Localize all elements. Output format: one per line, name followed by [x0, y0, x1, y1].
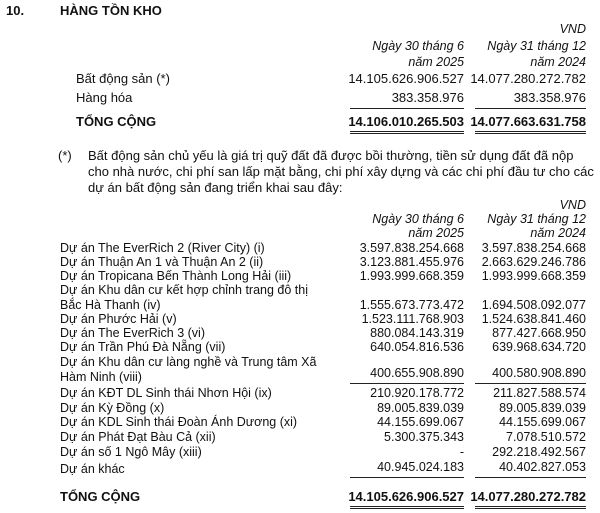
project-label: Dự án KĐT DL Sinh thái Nhơn Hội (ix)	[60, 386, 272, 400]
project-label-cont: Bắc Hà Thanh (iv)	[60, 298, 161, 312]
project-label: Dự án Tropicana Bến Thành Long Hải (iii)	[60, 269, 292, 283]
subtotal-rule-col2	[475, 383, 586, 384]
project-label: Dự án Trần Phú Đà Nẵng (vii)	[60, 340, 226, 354]
row-value-col1: 14.105.626.906.527	[348, 71, 464, 86]
section-title: HÀNG TỒN KHO	[60, 3, 162, 18]
subtotal-rule-col1	[350, 477, 464, 478]
project-value-col2: 44.155.699.067	[499, 415, 586, 429]
subtotal-rule-col2	[475, 477, 586, 478]
project-label-cont: Hàm Ninh (viii)	[60, 370, 142, 384]
project-total-col1: 14.105.626.906.527	[348, 489, 464, 504]
row-value-col2: 14.077.280.272.782	[470, 71, 586, 86]
project-value-col2: 1.524.638.841.460	[481, 312, 586, 326]
currency-label-2: VND	[559, 198, 586, 212]
row-label: Hàng hóa	[76, 90, 133, 105]
project-label: Dự án KDL Sinh thái Đoàn Ánh Dương (xi)	[60, 415, 298, 429]
project-label: Dự án Phát Đạt Bàu Cả (xii)	[60, 430, 216, 444]
project-value-col2: 3.597.838.254.668	[481, 241, 586, 255]
col2-header-line1: Ngày 31 tháng 12	[487, 39, 586, 53]
project-value-col1: 44.155.699.067	[377, 415, 464, 429]
project-value-col1: 3.123.881.455.976	[359, 255, 464, 269]
project-value-col1: 210.920.178.772	[370, 386, 464, 400]
note-line: dự án bất động sản đang triển khai sau đây:	[88, 180, 343, 195]
project-value-col1: 1.993.999.668.359	[359, 269, 464, 283]
subtotal-rule-col1	[350, 108, 464, 109]
col2-header-line2: năm 2024	[530, 55, 586, 69]
col2-header-line2: năm 2024	[530, 226, 586, 240]
currency-label: VND	[559, 22, 586, 36]
project-value-col2: 1.694.508.092.077	[481, 298, 586, 312]
total-value-col2: 14.077.663.631.758	[470, 114, 586, 129]
project-value-col1: 400.655.908.890	[370, 366, 464, 380]
project-value-col2: 89.005.839.039	[499, 401, 586, 415]
project-label: Dự án Khu dân cư kết hợp chỉnh trang đô thị	[60, 283, 308, 297]
project-value-col1: 89.005.839.039	[377, 401, 464, 415]
project-total-label: TỔNG CỘNG	[60, 489, 141, 504]
project-value-col1: 3.597.838.254.668	[359, 241, 464, 255]
project-label: Dự án The EverRich 2 (River City) (i)	[60, 241, 265, 255]
col1-header-line2: năm 2025	[408, 55, 464, 69]
project-label: Dự án số 1 Ngô Mây (xiii)	[60, 445, 202, 459]
total-rule-col2b	[475, 133, 586, 134]
total-label: TỔNG CỘNG	[76, 114, 157, 129]
project-value-col1: 40.945.024.183	[377, 460, 464, 474]
col1-header-line1: Ngày 30 tháng 6	[372, 39, 464, 53]
col1-header-line1: Ngày 30 tháng 6	[372, 212, 464, 226]
row-value-col2: 383.358.976	[513, 90, 586, 105]
subtotal-rule-col1	[350, 383, 464, 384]
note-line: cho nhà nước, chi phí san lấp mặt bằng, chi phí xây dựng và các chi phí đầu tư cho các	[88, 164, 594, 179]
subtotal-rule-col2	[475, 108, 586, 109]
total-rule-col1	[350, 506, 464, 507]
total-rule-col1	[350, 131, 464, 132]
project-total-col2: 14.077.280.272.782	[470, 489, 586, 504]
total-rule-col2	[475, 506, 586, 507]
total-value-col1: 14.106.010.265.503	[348, 114, 464, 129]
project-value-col2: 7.078.510.572	[506, 430, 586, 444]
project-value-col2: 400.580.908.890	[492, 366, 586, 380]
project-label: Dự án Kỳ Đồng (x)	[60, 401, 165, 415]
section-number: 10.	[6, 3, 25, 18]
row-value-col1: 383.358.976	[391, 90, 464, 105]
project-value-col2: 40.402.827.053	[499, 460, 586, 474]
project-value-col1: 1.555.673.773.472	[359, 298, 464, 312]
project-value-col1: 640.054.816.536	[370, 340, 464, 354]
total-rule-col1b	[350, 133, 464, 134]
project-value-col1: 1.523.111.768.903	[361, 312, 464, 326]
total-rule-col2b	[475, 508, 586, 509]
project-value-col1: -	[459, 445, 464, 459]
project-label: Dự án The EverRich 3 (vi)	[60, 326, 205, 340]
project-value-col2: 292.218.492.567	[492, 445, 586, 459]
project-label: Dự án Phước Hải (v)	[60, 312, 177, 326]
project-label: Dự án Thuận An 1 và Thuận An 2 (ii)	[60, 255, 264, 269]
project-value-col2: 639.968.634.720	[492, 340, 586, 354]
note-line: Bất động sản chủ yếu là giá trị quỹ đất đã được bồi thường, tiền sử dụng đất đã nộp	[88, 148, 574, 163]
total-rule-col2	[475, 131, 586, 132]
total-rule-col1b	[350, 508, 464, 509]
project-value-col1: 880.084.143.319	[370, 326, 464, 340]
col1-header-line2: năm 2025	[408, 226, 464, 240]
project-value-col2: 2.663.629.246.786	[481, 255, 586, 269]
note-marker: (*)	[58, 148, 72, 163]
project-label: Dự án Khu dân cư làng nghề và Trung tâm Xã	[60, 355, 317, 369]
project-value-col2: 1.993.999.668.359	[481, 269, 586, 283]
col2-header-line1: Ngày 31 tháng 12	[487, 212, 586, 226]
project-value-col2: 877.427.668.950	[492, 326, 586, 340]
row-label: Bất động sản (*)	[76, 71, 170, 86]
project-value-col1: 5.300.375.343	[384, 430, 464, 444]
project-label: Dự án khác	[60, 462, 125, 476]
project-value-col2: 211.827.588.574	[493, 386, 586, 400]
